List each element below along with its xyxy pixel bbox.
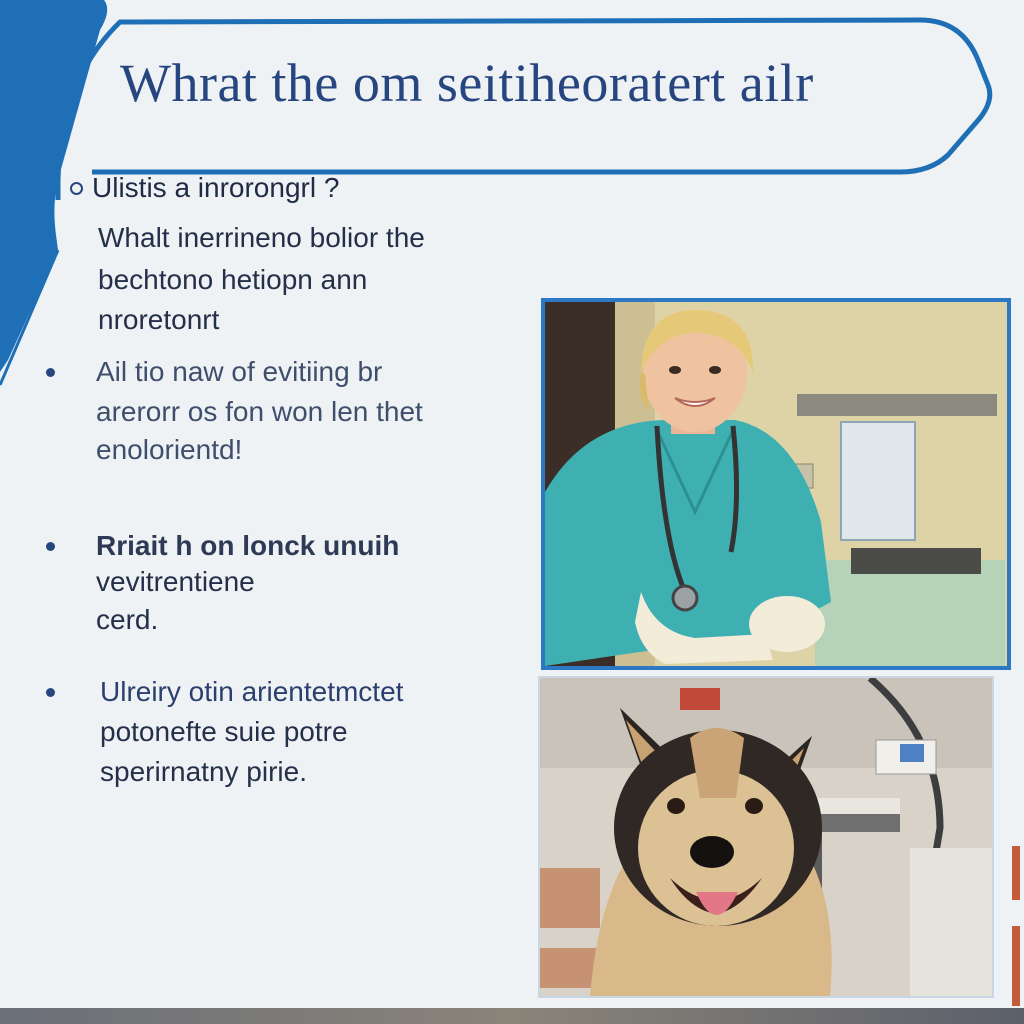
lead-line-3: nroretonrt	[98, 304, 220, 335]
bottom-bar	[0, 1008, 1024, 1024]
edge-mark	[1012, 846, 1020, 900]
bullet-3-line-2: potonefte suie potre	[100, 716, 348, 747]
bullet-1-line-2: arerorr os fon won len thet	[96, 396, 423, 427]
bullet-dot	[46, 368, 55, 377]
lead-line-1: Whalt inerrineno bolior the	[98, 222, 425, 253]
bullet-2-line-2: vevitrentiene	[96, 566, 255, 597]
lead-heading: Ulistis a inrorongrl ?	[92, 172, 340, 203]
slide-title: Whrat the om seitiheoratert ailr	[120, 53, 814, 113]
bullet-3-line-1: Ulreiry otin arientetmctet	[100, 676, 404, 707]
bullet-1-line-3: enolorientd!	[96, 434, 243, 465]
bullet-dot	[46, 542, 55, 551]
edge-mark	[1012, 926, 1020, 1006]
bullet-2-line-3: cerd.	[96, 604, 159, 635]
dog-photo	[538, 676, 994, 998]
bullet-2-line-1: Rriait h on lonck unuih	[96, 530, 400, 561]
lead-line-2: bechtono hetiopn ann	[98, 264, 368, 295]
bullet-dot	[46, 688, 55, 697]
bullet-1-line-1: Ail tio naw of evitiing br	[96, 356, 383, 387]
veterinarian-photo	[541, 298, 1011, 670]
lead-bullet-ring	[70, 182, 83, 195]
bullet-3-line-3: sperirnatny pirie.	[100, 756, 307, 787]
